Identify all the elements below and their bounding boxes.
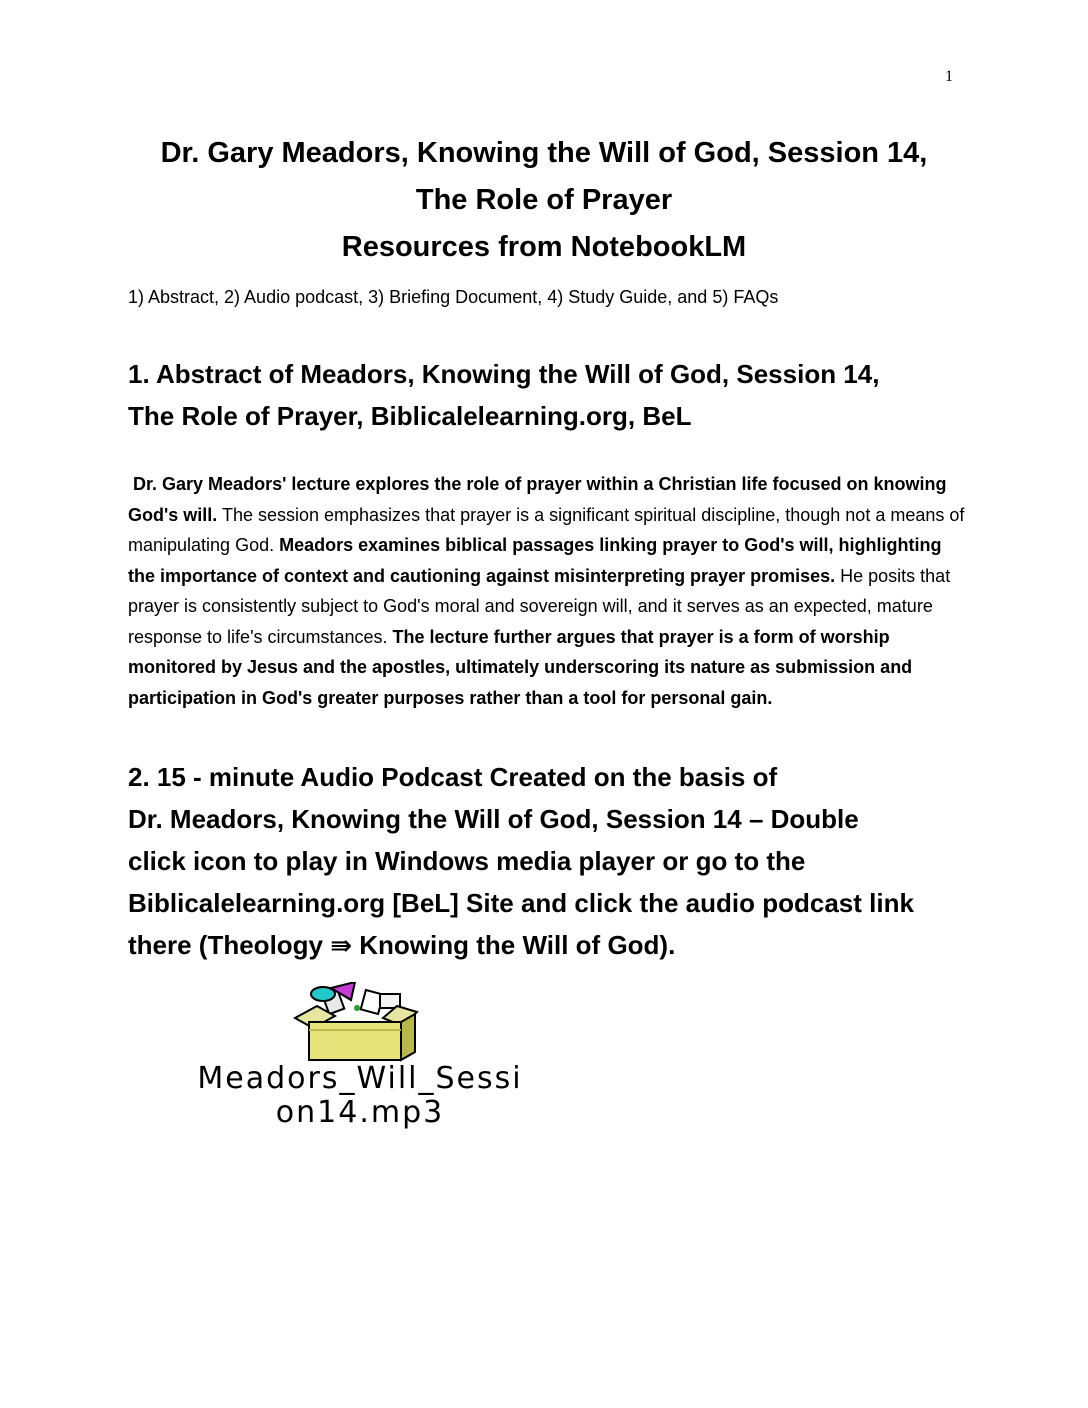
- podcast-heading: [128, 756, 968, 966]
- abstract-bold-3: The lecture further argues that prayer is a form of worship monitored by Jesus and the apostles, ultimately underscoring its nature as submission and participation in God's greater purposes rather than a tool for personal gain.: [128, 626, 913, 708]
- document-title: [100, 130, 988, 271]
- abstract-text-2: He posits that prayer is consistently subject to God's moral and sovereign will, and it serves as an expected, mature response to life's circumstances.: [128, 565, 951, 647]
- podcast-heading-line-3: click icon to play in Windows media player or go to the: [128, 846, 806, 876]
- audio-file-attachment[interactable]: [130, 982, 590, 1132]
- abstract-heading: [128, 353, 968, 437]
- audio-file-name-line-2: on14.mp3: [275, 1095, 445, 1130]
- abstract-heading-line-2: The Role of Prayer, Biblicalelearning.org, BeL: [128, 401, 692, 431]
- audio-file-name-line-1: Meadors_Will_Sessi: [197, 1061, 523, 1096]
- podcast-heading-line-5: [128, 924, 968, 966]
- abstract-bold-1: Dr. Gary Meadors' lecture explores the role of prayer within a Christian life focused on knowing God's will.: [128, 474, 947, 525]
- abstract-paragraph: [128, 469, 968, 713]
- podcast-heading-line-4: Biblicalelearning.org [BeL] Site and click the audio podcast link: [128, 888, 914, 918]
- abstract-heading-line-1: 1. Abstract of Meadors, Knowing the Will of God, Session 14,: [128, 359, 880, 389]
- page-number: 1: [945, 68, 953, 85]
- podcast-heading-line-5-start: there (Theology: [128, 930, 331, 960]
- podcast-heading-line-2: Dr. Meadors, Knowing the Will of God, Session 14 – Double: [128, 804, 859, 834]
- arrow-icon: ⇛: [330, 930, 353, 960]
- title-line-2: The Role of Prayer: [415, 184, 673, 216]
- abstract-bold-2: Meadors examines biblical passages linking prayer to God's will, highlighting the importance of context and cautioning against misinterpreting prayer promises.: [128, 535, 942, 586]
- audio-file-name[interactable]: [130, 1062, 590, 1130]
- title-line-3: Resources from NotebookLM: [341, 231, 747, 263]
- contents-line: 1) Abstract, 2) Audio podcast, 3) Briefing Document, 4) Study Guide, and 5) FAQs: [128, 287, 779, 307]
- package-icon[interactable]: [285, 982, 425, 1064]
- podcast-heading-line-5-end: Knowing the Will of God).: [352, 930, 676, 960]
- podcast-heading-line-1: 2. 15 - minute Audio Podcast Created on the basis of: [128, 762, 778, 792]
- abstract-text-1: The session emphasizes that prayer is a significant spiritual discipline, though not a means of manipulating God.: [128, 504, 965, 555]
- title-line-1: Dr. Gary Meadors, Knowing the Will of God, Session 14,: [160, 137, 928, 169]
